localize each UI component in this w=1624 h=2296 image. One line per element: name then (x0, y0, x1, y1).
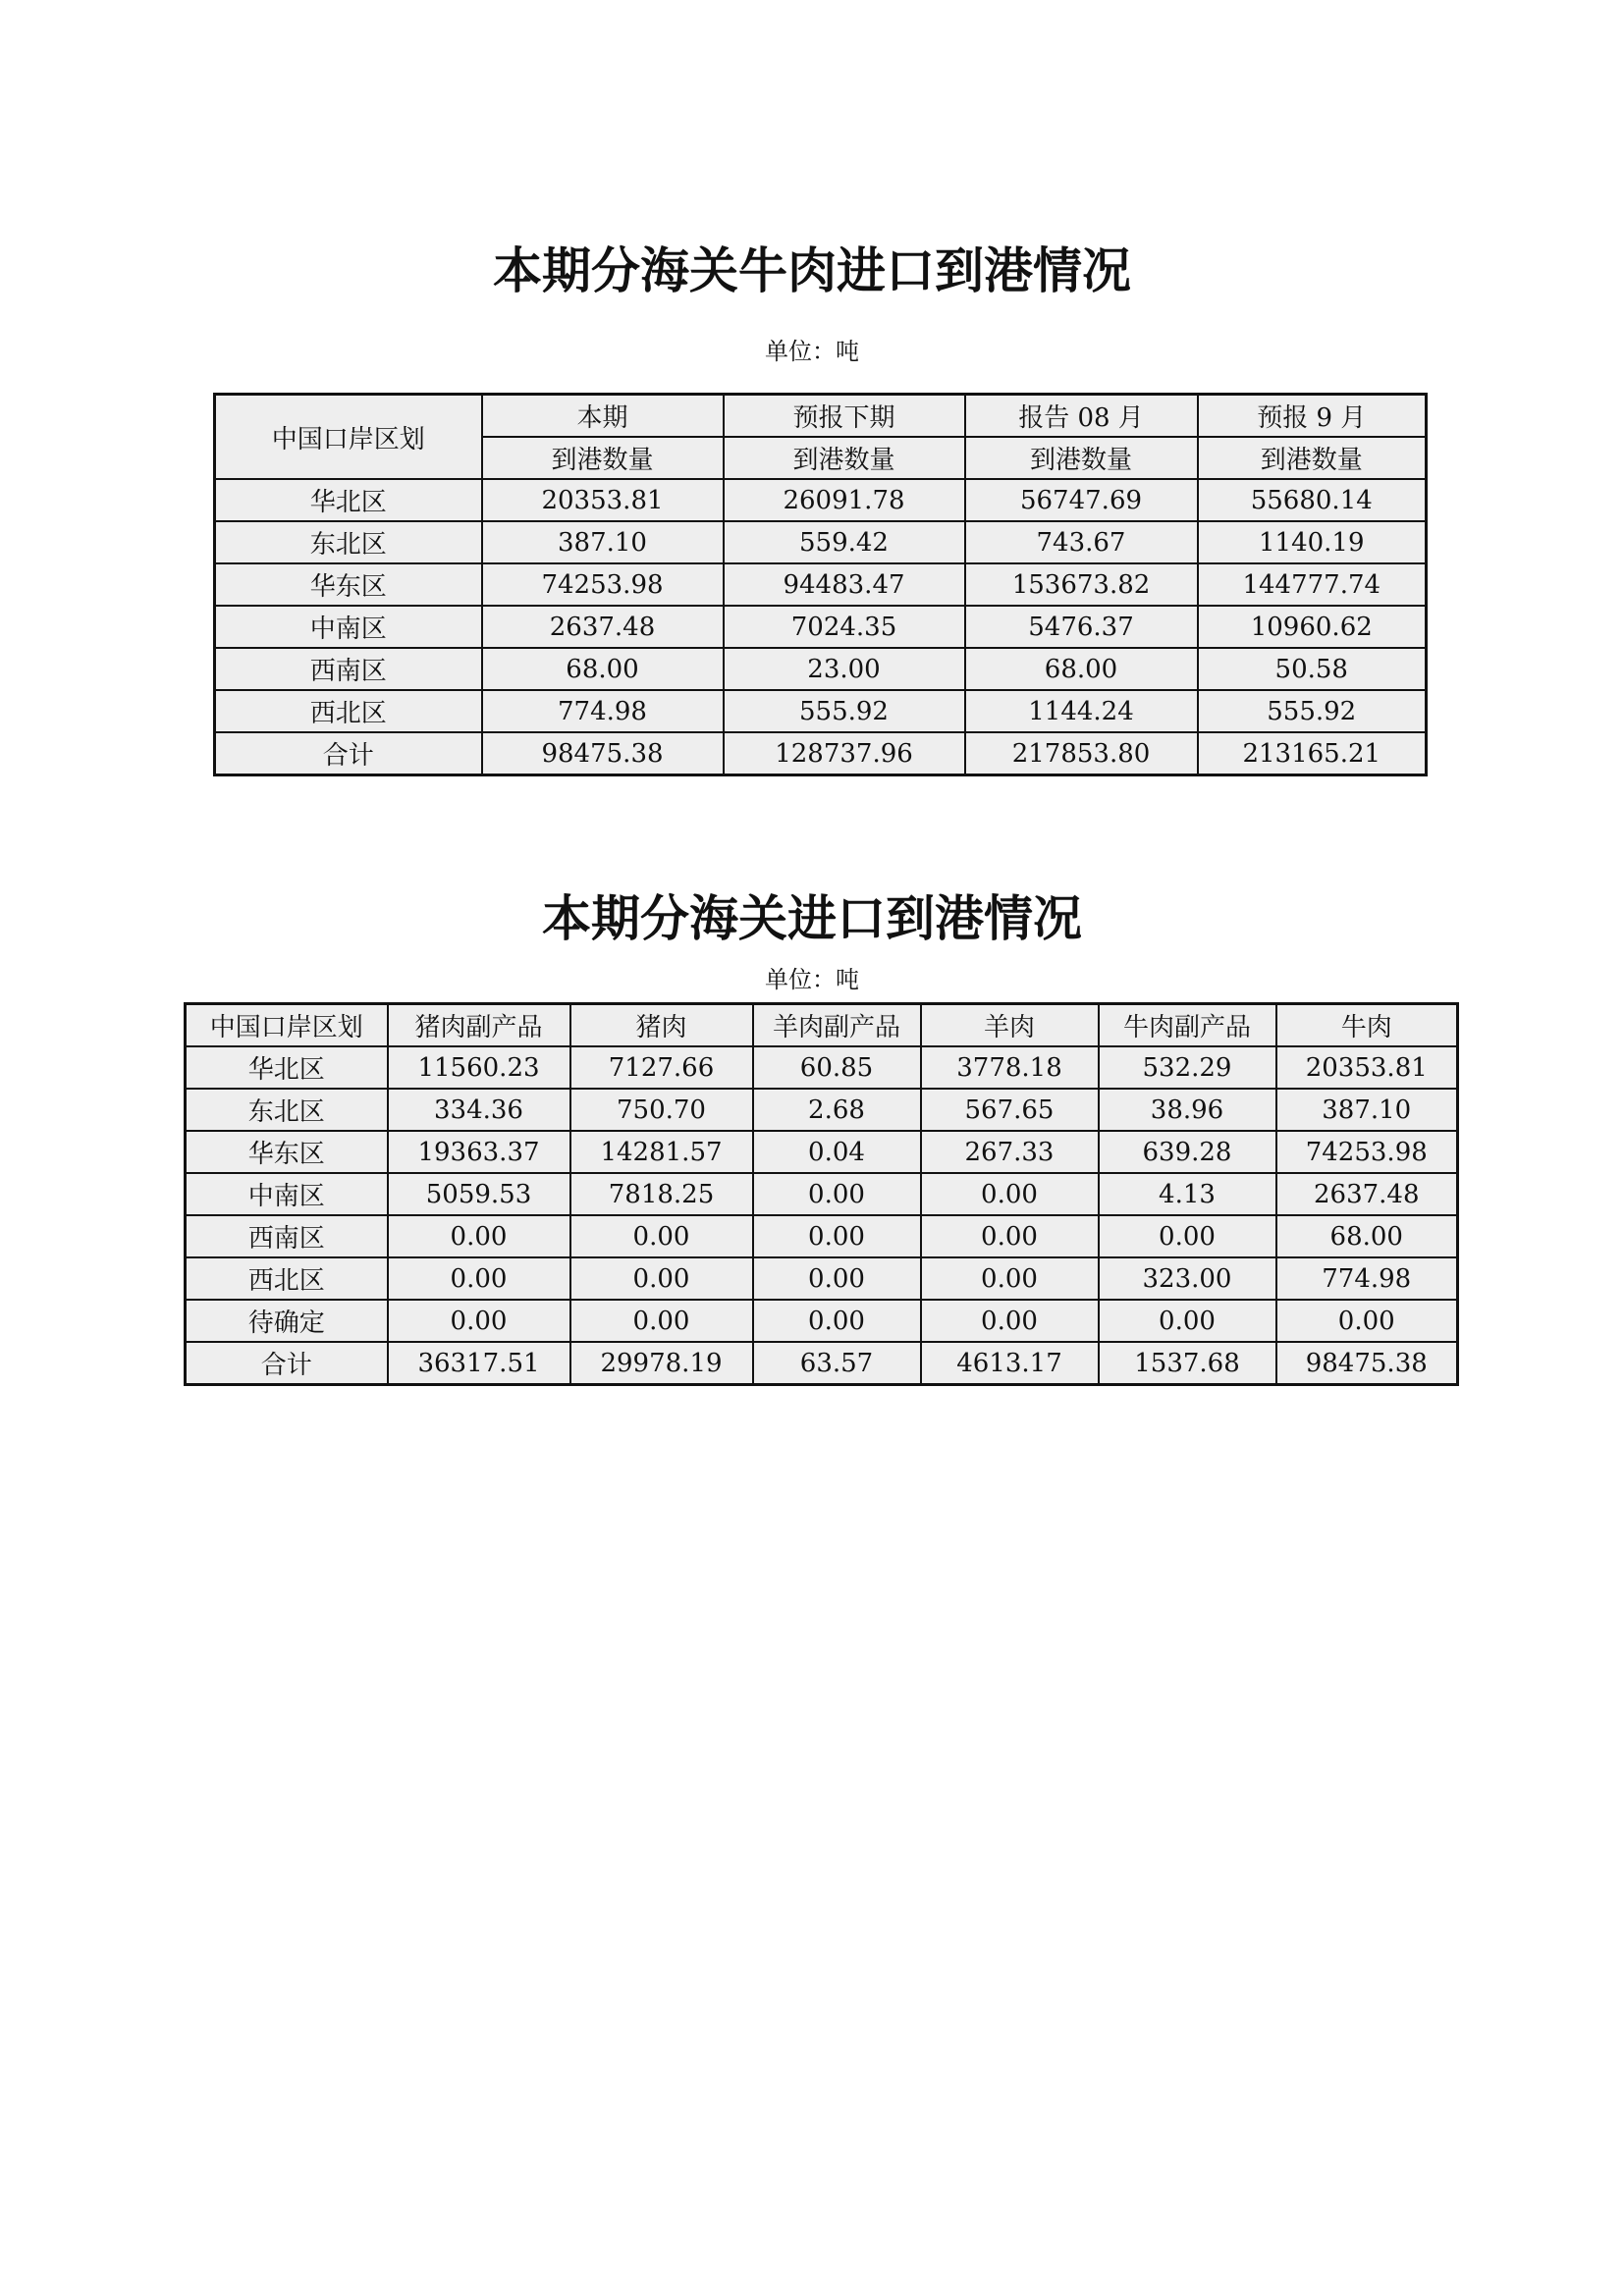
region-cell: 东北区 (215, 521, 482, 563)
value-cell: 20353.81 (482, 479, 724, 521)
value-cell: 68.00 (1276, 1215, 1458, 1257)
value-cell: 267.33 (921, 1131, 1099, 1173)
value-cell: 36317.51 (388, 1342, 570, 1385)
value-cell: 2637.48 (1276, 1173, 1458, 1215)
table2-col-header: 牛肉副产品 (1099, 1004, 1276, 1047)
region-cell: 西南区 (215, 648, 482, 690)
value-cell: 4613.17 (921, 1342, 1099, 1385)
table1-col-header: 预报下期 (724, 395, 965, 438)
region-cell: 待确定 (186, 1300, 388, 1342)
value-cell: 7127.66 (570, 1046, 753, 1089)
table2-unit-label: 单位：吨 (765, 966, 859, 993)
value-cell: 774.98 (1276, 1257, 1458, 1300)
table-row (186, 1046, 1458, 1089)
region-cell: 东北区 (186, 1089, 388, 1131)
table2-col-header: 猪肉副产品 (388, 1004, 570, 1047)
region-cell: 华东区 (215, 563, 482, 606)
beef-import-title: 本期分海关牛肉进口到港情况 (493, 241, 1131, 299)
table-row (186, 1173, 1458, 1215)
value-cell: 7818.25 (570, 1173, 753, 1215)
beef-import-table (213, 393, 1428, 776)
value-cell: 56747.69 (965, 479, 1198, 521)
value-cell: 68.00 (965, 648, 1198, 690)
value-cell: 1144.24 (965, 690, 1198, 732)
value-cell: 2.68 (753, 1089, 921, 1131)
value-cell: 567.65 (921, 1089, 1099, 1131)
table-row (215, 479, 1427, 521)
value-cell: 0.00 (388, 1257, 570, 1300)
value-cell: 20353.81 (1276, 1046, 1458, 1089)
table-row (186, 1342, 1458, 1385)
value-cell: 55680.14 (1198, 479, 1427, 521)
value-cell: 0.00 (388, 1215, 570, 1257)
table2-col-header: 猪肉 (570, 1004, 753, 1047)
value-cell: 144777.74 (1198, 563, 1427, 606)
region-cell: 合计 (186, 1342, 388, 1385)
value-cell: 323.00 (1099, 1257, 1276, 1300)
value-cell: 213165.21 (1198, 732, 1427, 775)
table-row (186, 1089, 1458, 1131)
value-cell: 23.00 (724, 648, 965, 690)
table1-header-row (215, 395, 1427, 438)
value-cell: 68.00 (482, 648, 724, 690)
table-row (215, 521, 1427, 563)
value-cell: 1537.68 (1099, 1342, 1276, 1385)
region-cell: 华北区 (215, 479, 482, 521)
port-import-title: 本期分海关进口到港情况 (542, 889, 1082, 947)
table1-col-subheader: 到港数量 (1198, 437, 1427, 479)
value-cell: 0.00 (1099, 1215, 1276, 1257)
table-row (215, 732, 1427, 775)
value-cell: 0.00 (388, 1300, 570, 1342)
value-cell: 639.28 (1099, 1131, 1276, 1173)
value-cell: 532.29 (1099, 1046, 1276, 1089)
value-cell: 5059.53 (388, 1173, 570, 1215)
value-cell: 0.00 (570, 1257, 753, 1300)
value-cell: 0.00 (1276, 1300, 1458, 1342)
value-cell: 5476.37 (965, 606, 1198, 648)
region-cell: 华北区 (186, 1046, 388, 1089)
value-cell: 0.00 (753, 1300, 921, 1342)
value-cell: 94483.47 (724, 563, 965, 606)
port-import-table (184, 1002, 1459, 1386)
value-cell: 774.98 (482, 690, 724, 732)
value-cell: 1140.19 (1198, 521, 1427, 563)
table-row (186, 1215, 1458, 1257)
table1-col-header: 预报 9 月 (1198, 395, 1427, 438)
value-cell: 4.13 (1099, 1173, 1276, 1215)
value-cell: 60.85 (753, 1046, 921, 1089)
value-cell: 0.00 (1099, 1300, 1276, 1342)
value-cell: 743.67 (965, 521, 1198, 563)
value-cell: 0.04 (753, 1131, 921, 1173)
table-row (186, 1300, 1458, 1342)
value-cell: 0.00 (570, 1215, 753, 1257)
value-cell: 74253.98 (482, 563, 724, 606)
value-cell: 38.96 (1099, 1089, 1276, 1131)
value-cell: 98475.38 (482, 732, 724, 775)
value-cell: 11560.23 (388, 1046, 570, 1089)
region-cell: 合计 (215, 732, 482, 775)
value-cell: 334.36 (388, 1089, 570, 1131)
table-row (215, 690, 1427, 732)
region-cell: 西北区 (215, 690, 482, 732)
value-cell: 2637.48 (482, 606, 724, 648)
value-cell: 0.00 (753, 1257, 921, 1300)
table-row (186, 1257, 1458, 1300)
table1-col-subheader: 到港数量 (965, 437, 1198, 479)
value-cell: 0.00 (921, 1300, 1099, 1342)
value-cell: 14281.57 (570, 1131, 753, 1173)
region-cell: 华东区 (186, 1131, 388, 1173)
value-cell: 19363.37 (388, 1131, 570, 1173)
table1-col-header: 本期 (482, 395, 724, 438)
value-cell: 0.00 (921, 1257, 1099, 1300)
region-cell: 中南区 (186, 1173, 388, 1215)
value-cell: 387.10 (482, 521, 724, 563)
region-cell: 西南区 (186, 1215, 388, 1257)
table-row (215, 563, 1427, 606)
table2-col-header: 牛肉 (1276, 1004, 1458, 1047)
region-cell: 西北区 (186, 1257, 388, 1300)
value-cell: 0.00 (753, 1215, 921, 1257)
table1-col-header: 报告 08 月 (965, 395, 1198, 438)
table-row (215, 606, 1427, 648)
value-cell: 0.00 (753, 1173, 921, 1215)
value-cell: 559.42 (724, 521, 965, 563)
value-cell: 0.00 (921, 1173, 1099, 1215)
value-cell: 555.92 (1198, 690, 1427, 732)
value-cell: 7024.35 (724, 606, 965, 648)
table2-col-header: 羊肉 (921, 1004, 1099, 1047)
value-cell: 153673.82 (965, 563, 1198, 606)
table1-region-header: 中国口岸区划 (215, 395, 482, 480)
value-cell: 555.92 (724, 690, 965, 732)
table1-col-subheader: 到港数量 (482, 437, 724, 479)
value-cell: 217853.80 (965, 732, 1198, 775)
region-cell: 中南区 (215, 606, 482, 648)
value-cell: 98475.38 (1276, 1342, 1458, 1385)
value-cell: 50.58 (1198, 648, 1427, 690)
value-cell: 29978.19 (570, 1342, 753, 1385)
table1-unit-label: 单位：吨 (765, 338, 859, 365)
value-cell: 128737.96 (724, 732, 965, 775)
table2-col-header: 羊肉副产品 (753, 1004, 921, 1047)
value-cell: 3778.18 (921, 1046, 1099, 1089)
table2-region-header: 中国口岸区划 (186, 1004, 388, 1047)
value-cell: 387.10 (1276, 1089, 1458, 1131)
value-cell: 63.57 (753, 1342, 921, 1385)
value-cell: 750.70 (570, 1089, 753, 1131)
value-cell: 10960.62 (1198, 606, 1427, 648)
table2-header-row (186, 1004, 1458, 1047)
table-row (186, 1131, 1458, 1173)
value-cell: 74253.98 (1276, 1131, 1458, 1173)
value-cell: 0.00 (921, 1215, 1099, 1257)
value-cell: 0.00 (570, 1300, 753, 1342)
value-cell: 26091.78 (724, 479, 965, 521)
table1-col-subheader: 到港数量 (724, 437, 965, 479)
table-row (215, 648, 1427, 690)
